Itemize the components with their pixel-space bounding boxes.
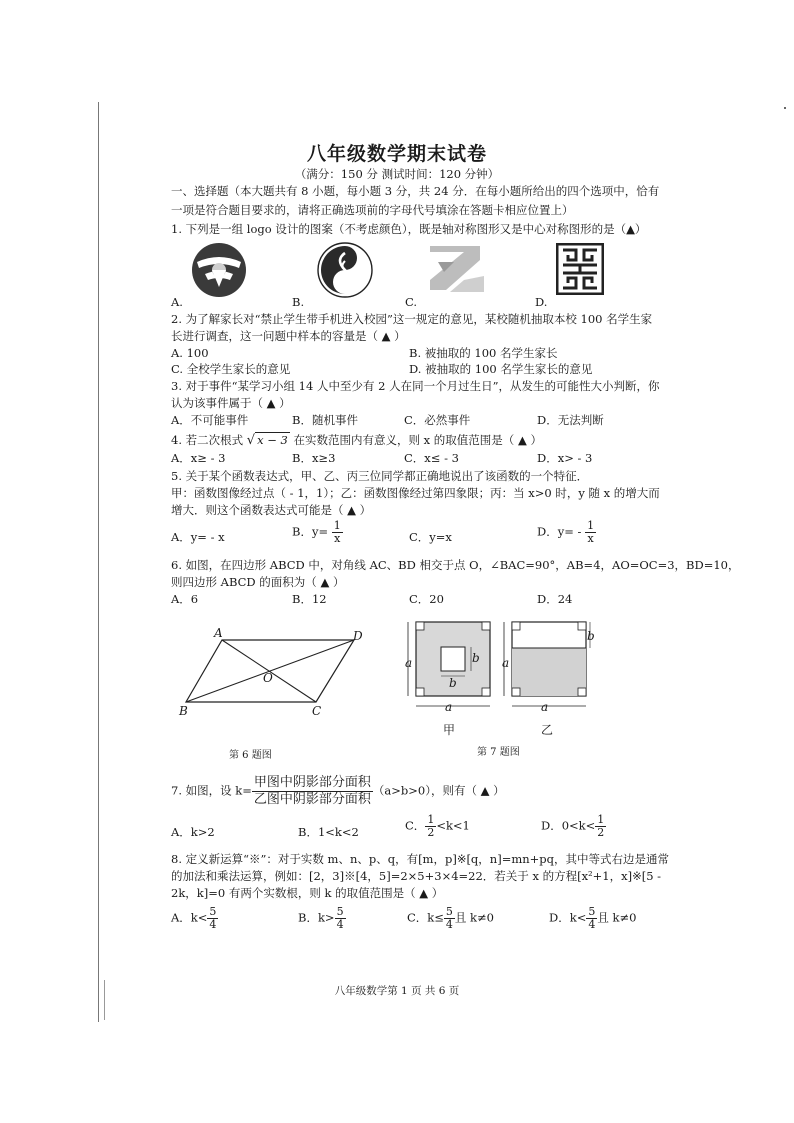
q5-option-c: C．y=x [409, 530, 452, 544]
q8-option-b-fraction [335, 906, 346, 931]
fig7-yi-label-a: a [502, 656, 510, 670]
q8-option-c [407, 906, 494, 931]
q8-option-a-prefix: A．k< [171, 910, 208, 925]
fig7-yi-label-b: b [587, 629, 595, 643]
fig6-caption: 第 6 题图 [229, 750, 272, 761]
q4-radicand: x − 3 [257, 433, 288, 447]
q8-option-b-prefix: B．k> [298, 910, 335, 925]
q2-option-c: C. 全校学生家长的意见 [171, 362, 291, 376]
q7-option-d [541, 814, 606, 839]
scan-mark [784, 107, 786, 109]
fraction-numerator: 1 [333, 519, 341, 532]
fraction-numerator: 5 [445, 905, 453, 918]
fraction-numerator: 1 [427, 813, 435, 826]
logo-d-icon [556, 243, 604, 295]
fraction-numerator: 1 [587, 519, 595, 532]
logo-b-icon [316, 241, 374, 299]
q2-stem-line1: 2. 为了解家长对“禁止学生带手机进入校园”这一规定的意见，某校随机抽取本校 100 名学生家 [171, 312, 653, 326]
fig6-label-c: C [312, 704, 322, 718]
q3-option-d: D．无法判断 [537, 413, 604, 427]
q8-option-c-fraction [444, 906, 455, 931]
fig7-jia-label-b: b [472, 651, 480, 665]
fraction-denominator: 乙图中阴影部分面积 [253, 792, 371, 807]
fig6-label-d: D [353, 629, 363, 643]
q7-option-d-fraction [595, 814, 606, 839]
q2-option-d: D. 被抽取的 100 名学生家长的意见 [409, 362, 593, 376]
q4-stem [171, 433, 542, 448]
logo-a-icon [190, 240, 248, 298]
q4-option-c: C．x≤ - 3 [404, 451, 459, 465]
fraction-denominator: 4 [445, 918, 453, 931]
fraction-denominator: x [587, 532, 594, 545]
q7-option-c-suffix: <k<1 [436, 818, 470, 833]
q5-option-b-fraction [332, 520, 343, 545]
q7-option-c-fraction [425, 814, 436, 839]
page-footer: 八年级数学第 1 页 共 6 页 [334, 985, 460, 997]
q6-stem-line1: 6. 如图，在四边形 ABCD 中，对角线 AC、BD 相交于点 O，∠BAC=90°，AB=4，AO=OC=3，BD=10， [171, 558, 740, 572]
section-instruction-line2: 一项是符合题目要求的，请将正确选项前的字母代号填涂在答题卡相应位置上） [171, 203, 574, 217]
q5-option-d [537, 520, 596, 545]
fig7-caption: 第 7 题图 [477, 747, 520, 758]
q2-stem-line2: 长进行调查，这一问题中样本的容量是（ ▲ ） [171, 329, 406, 343]
q5-option-b [292, 520, 343, 545]
q8-option-a-fraction [207, 906, 218, 931]
fig6-label-o: O [263, 671, 273, 685]
q5-option-d-fraction [585, 520, 596, 545]
q3-option-a: A．不可能事件 [171, 413, 249, 427]
q8-option-c-prefix: C．k≤ [407, 910, 444, 925]
q7-ratio-fraction [252, 775, 373, 808]
q2-option-a: A. 100 [171, 346, 209, 360]
q7-option-a: A．k>2 [171, 825, 215, 839]
q6-stem-line2: 则四边形 ABCD 的面积为（ ▲ ） [171, 575, 345, 589]
fraction-numerator: 1 [597, 813, 605, 826]
fraction-numerator: 5 [588, 905, 596, 918]
q1-label-b: B. [292, 295, 305, 309]
q1-label-a: A. [171, 295, 183, 309]
fraction-denominator: 4 [588, 918, 596, 931]
q5-stem-line2: 甲：函数图像经过点（ - 1，1）；乙：函数图像经过第四象限；丙：当 x>0 时，y 随 x 的增大而 [171, 486, 660, 500]
exam-subtitle: （满分：150 分 测试时间：120 分钟） [294, 167, 500, 181]
q8-option-d-suffix: 且 k≠0 [597, 910, 637, 925]
fig7-yi-label-a-bottom: a [541, 700, 549, 714]
q8-option-d-prefix: D．k< [549, 910, 587, 925]
q8-option-b [298, 906, 346, 931]
q6-option-a: A．6 [171, 592, 199, 606]
q1-label-c: C. [405, 295, 418, 309]
q4-option-b: B．x≥3 [292, 451, 336, 465]
fig7-jia-label-a: a [405, 656, 413, 670]
q1-label-d: D. [535, 295, 548, 309]
q6-option-c: C．20 [409, 592, 444, 606]
fraction-numerator: 甲图中阴影部分面积 [253, 775, 371, 790]
q8-option-c-suffix: 且 k≠0 [454, 910, 494, 925]
q8-stem-line1: 8. 定义新运算“※”：对于实数 m、n、p、q，有[m，p]※[q，n]=mn+pq，其中等式右边是通常 [171, 852, 669, 866]
q3-stem-line1: 3. 对于事件“某学习小组 14 人中至少有 2 人在同一个月过生日”，从发生的可能性大小判断，你 [171, 379, 660, 393]
fraction-numerator: 5 [209, 905, 217, 918]
q1-stem: 1. 下列是一组 logo 设计的图案（不考虑颜色），既是轴对称图形又是中心对称图形的是（▲） [171, 222, 647, 236]
q7-option-b: B．1<k<2 [298, 825, 359, 839]
q4-option-a: A．x≥ - 3 [171, 451, 226, 465]
q4-stem-suffix: 在实数范围内有意义，则 x 的取值范围是（ ▲ ） [293, 433, 542, 447]
section-instruction-line1: 一、选择题（本大题共有 8 小题，每小题 3 分，共 24 分．在每小题所给出的四个选项中，恰有 [171, 184, 660, 198]
q7-stem-prefix: 7. 如图，设 k= [171, 783, 252, 798]
q5-stem-line1: 5. 关于某个函数表达式，甲、乙、丙三位同学都正确地说出了该函数的一个特征． [171, 469, 589, 483]
q3-option-c: C．必然事件 [404, 413, 471, 427]
fraction-denominator: 2 [427, 826, 435, 839]
fig7-yi-caption: 乙 [541, 723, 554, 737]
fraction-numerator: 5 [336, 905, 344, 918]
fraction-denominator: x [334, 532, 341, 545]
fig7-jia-label-a-bottom: a [445, 700, 453, 714]
q7-option-c-prefix: C． [405, 818, 426, 833]
q5-option-a: A．y= - x [171, 530, 225, 544]
q5-stem-line3: 增大．则这个函数表达式可能是（ ▲ ） [171, 503, 372, 517]
q2-option-b: B. 被抽取的 100 名学生家长 [409, 346, 558, 360]
logo-c-icon [424, 240, 490, 296]
q4-option-d: D．x> - 3 [537, 451, 593, 465]
q7-option-d-prefix: D．0<k< [541, 818, 596, 833]
q7-stem [171, 775, 505, 808]
q5-option-d-prefix: D．y= - [537, 524, 582, 539]
q7-option-c [405, 814, 470, 839]
fraction-denominator: 4 [209, 918, 217, 931]
q6-option-b: B．12 [292, 592, 327, 606]
fraction-denominator: 4 [336, 918, 344, 931]
exam-title: 八年级数学期末试卷 [306, 143, 487, 165]
q7-stem-suffix: （a>b>0），则有（ ▲ ） [372, 783, 505, 798]
fig6-label-a: A [214, 626, 223, 640]
q3-option-b: B．随机事件 [292, 413, 358, 427]
fig7-jia-caption: 甲 [443, 723, 456, 737]
sqrt-sign-icon: √ [246, 433, 256, 448]
binding-margin-line [98, 102, 99, 1022]
fig6-label-b: B [179, 704, 188, 718]
q8-option-a [171, 906, 218, 931]
q3-stem-line2: 认为该事件属于（ ▲ ） [171, 396, 291, 410]
q8-stem-line3: 2k，k]=0 有两个实数根，则 k 的取值范围是（ ▲ ） [171, 886, 444, 900]
q4-stem-prefix: 4. 若二次根式 [171, 433, 244, 447]
q5-option-b-prefix: B．y= [292, 524, 329, 539]
fig7-jia-label-b-bottom: b [449, 676, 457, 690]
q8-option-d [549, 906, 636, 931]
q6-option-d: D．24 [537, 592, 573, 606]
q8-option-d-fraction [586, 906, 597, 931]
q8-stem-line2: 的加法和乘法运算，例如：[2，3]※[4，5]=2×5+3×4=22．若关于 x 的方程[x²+1，x]※[5 - [171, 869, 662, 883]
fraction-denominator: 2 [597, 826, 605, 839]
